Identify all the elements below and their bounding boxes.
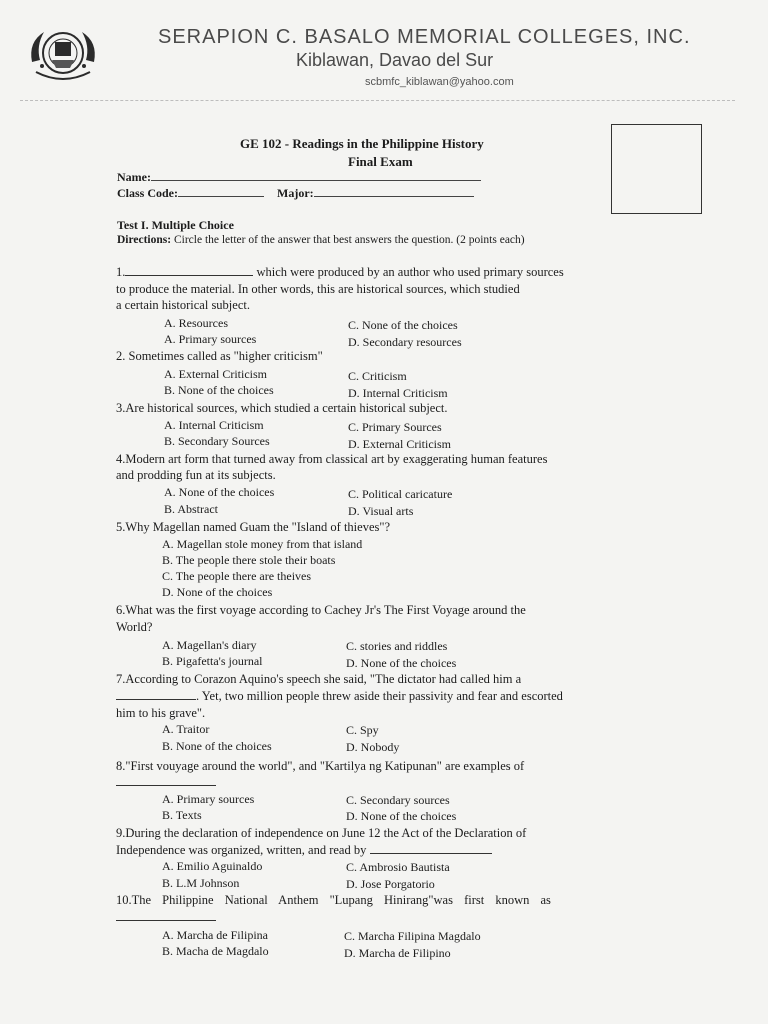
question-text: to produce the material. In other words, this are historical sources, which studied [116, 282, 520, 296]
answer-blank[interactable] [125, 265, 253, 276]
directions [117, 234, 525, 246]
question-text: which were produced by an author who used primary sources [256, 265, 564, 279]
answer-blank[interactable] [116, 775, 216, 786]
college-seal-icon [22, 22, 104, 84]
directions-text: Circle the letter of the answer that best answers the question. (2 points each) [171, 234, 525, 246]
choice-c[interactable]: C. Marcha Filipina Magdalo [344, 929, 481, 943]
question-10: 10.The Philippine National Anthem "Lupang Hinirang"was first known as [116, 893, 551, 907]
choice-d[interactable]: D. Marcha de Filipino [344, 946, 451, 960]
question-text [116, 843, 492, 858]
question-text: Independence was organized, written, and read by [116, 843, 367, 857]
question-4: 4.Modern art form that turned away from classical art by exaggerating human features [116, 452, 548, 466]
class-code-row [117, 186, 474, 201]
name-label: Name: [117, 170, 151, 184]
choice-b[interactable]: B. The people there stole their boats [162, 553, 336, 567]
test-heading: Test I. Multiple Choice [117, 218, 234, 232]
header-divider [20, 100, 735, 101]
choice-b[interactable]: A. Primary sources [164, 332, 257, 346]
choice-a[interactable]: A. Marcha de Filipina [162, 928, 268, 942]
name-field[interactable] [151, 170, 481, 181]
choice-d[interactable]: D. None of the choices [162, 585, 273, 599]
college-location: Kiblawan, Davao del Sur [296, 50, 494, 70]
question-9: 9.During the declaration of independence on June 12 the Act of the Declaration of [116, 826, 527, 840]
question-text: a certain historical subject. [116, 298, 250, 312]
photo-box [611, 124, 702, 214]
choice-a[interactable]: A. None of the choices [164, 485, 275, 499]
choice-b[interactable]: B. Pigafetta's journal [162, 654, 263, 668]
directions-label: Directions: [117, 234, 172, 246]
choice-d[interactable]: D. Jose Porgatorio [346, 877, 435, 891]
choice-b[interactable]: B. None of the choices [164, 383, 274, 397]
answer-blank[interactable] [116, 910, 216, 921]
choice-a[interactable]: A. Magellan stole money from that island [162, 537, 363, 551]
major-field[interactable] [314, 186, 474, 197]
choice-c[interactable]: C. Political caricature [348, 487, 453, 501]
question-text: and prodding fun at its subjects. [116, 468, 276, 482]
college-name: SERAPION C. BASALO MEMORIAL COLLEGES, INC. [158, 26, 691, 48]
class-code-field[interactable] [178, 186, 264, 197]
choice-c[interactable]: C. None of the choices [348, 318, 458, 332]
choice-b[interactable]: B. Secondary Sources [164, 434, 270, 448]
question-1 [116, 265, 564, 280]
question-text: . Yet, two million people threw aside their passivity and fear and escorted [196, 689, 563, 703]
question-text [116, 775, 216, 790]
choice-d[interactable]: D. None of the choices [346, 809, 457, 823]
choice-a[interactable]: A. Emilio Aguinaldo [162, 859, 263, 873]
choice-b[interactable]: B. L.M Johnson [162, 876, 240, 890]
choice-c[interactable]: C. Criticism [348, 369, 407, 383]
choice-c[interactable]: C. Spy [346, 723, 379, 737]
question-text [116, 689, 563, 704]
question-text: him to his grave". [116, 706, 206, 720]
question-3: 3.Are historical sources, which studied a certain historical subject. [116, 401, 448, 415]
choice-c[interactable]: C. Ambrosio Bautista [346, 860, 450, 874]
choice-c[interactable]: C. Primary Sources [348, 420, 442, 434]
choice-d[interactable]: D. Nobody [346, 740, 400, 754]
question-text [116, 910, 216, 925]
choice-a[interactable]: A. Primary sources [162, 792, 255, 806]
choice-d[interactable]: D. None of the choices [346, 656, 457, 670]
answer-blank[interactable] [116, 689, 196, 700]
major-label: Major: [277, 186, 314, 200]
college-email: scbmfc_kiblawan@yahoo.com [365, 76, 514, 88]
choice-d[interactable]: D. Internal Criticism [348, 386, 448, 400]
question-6: 6.What was the first voyage according to Cachey Jr's The First Voyage around the [116, 603, 526, 617]
choice-b[interactable]: B. Macha de Magdalo [162, 944, 269, 958]
question-7: 7.According to Corazon Aquino's speech she said, "The dictator had called him a [116, 672, 522, 686]
choice-a[interactable]: A. Magellan's diary [162, 638, 257, 652]
choice-b[interactable]: B. Abstract [164, 502, 218, 516]
choice-a[interactable]: A. Resources [164, 316, 228, 330]
choice-d[interactable]: D. External Criticism [348, 437, 451, 451]
choice-a[interactable]: A. Traitor [162, 722, 210, 736]
question-5: 5.Why Magellan named Guam the "Island of thieves"? [116, 520, 391, 534]
choice-c[interactable]: C. Secondary sources [346, 793, 450, 807]
choice-d[interactable]: D. Secondary resources [348, 335, 462, 349]
choice-a[interactable]: A. Internal Criticism [164, 418, 264, 432]
choice-c[interactable]: C. The people there are theives [162, 569, 312, 583]
choice-a[interactable]: A. External Criticism [164, 367, 267, 381]
choice-b[interactable]: B. None of the choices [162, 739, 272, 753]
course-title: GE 102 - Readings in the Philippine History [240, 136, 484, 151]
question-text: World? [116, 620, 153, 634]
question-number: 1. [116, 265, 126, 279]
answer-blank[interactable] [370, 843, 492, 854]
name-row [117, 170, 481, 185]
choice-c[interactable]: C. stories and riddles [346, 639, 448, 653]
question-8: 8."First vouyage around the world", and "Kartilya ng Katipunan" are examples of [116, 759, 525, 773]
question-2: 2. Sometimes called as "higher criticism" [116, 349, 323, 363]
choice-d[interactable]: D. Visual arts [348, 504, 414, 518]
class-code-label: Class Code: [117, 186, 179, 200]
exam-type: Final Exam [348, 154, 413, 169]
choice-b[interactable]: B. Texts [162, 808, 202, 822]
